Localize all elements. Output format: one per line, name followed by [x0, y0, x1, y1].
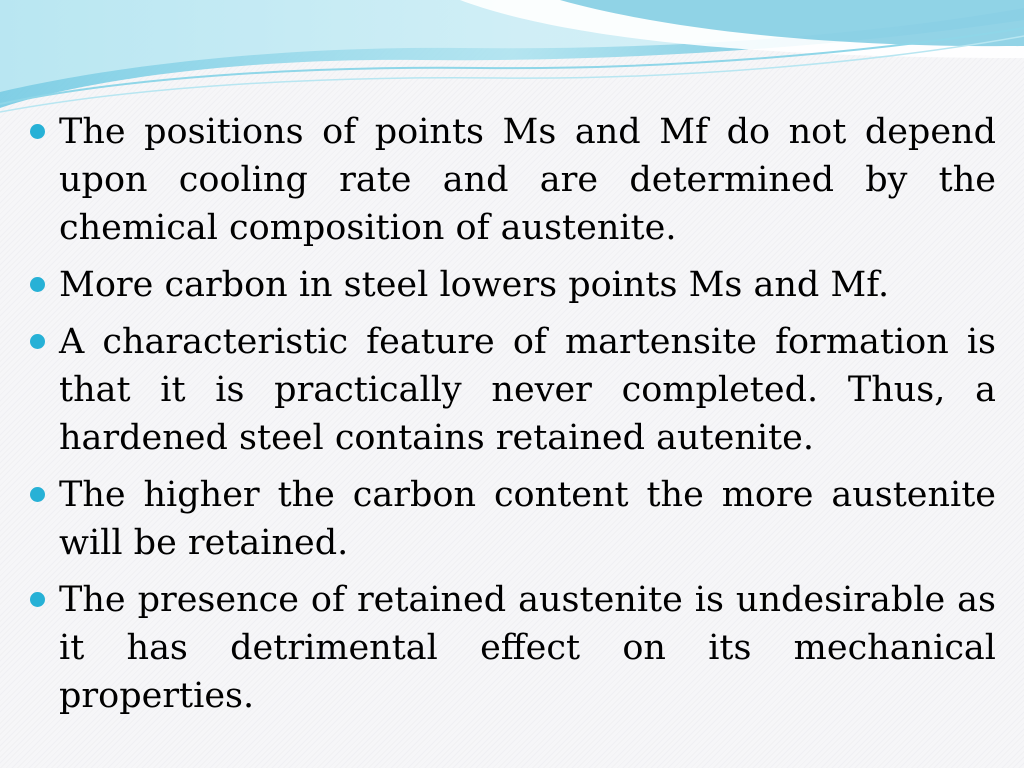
- bullet-text: The positions of points Ms and Mf do not depend upon cooling rate and are determined by the chemical composition of austenite.: [59, 112, 996, 248]
- bullet-item: [30, 318, 996, 462]
- bullet-text: The higher the carbon content the more austenite will be retained.: [59, 475, 996, 563]
- bullet-dot-icon: [30, 124, 45, 139]
- bullet-text: More carbon in steel lowers points Ms and Mf.: [59, 265, 890, 305]
- header-wave-decoration: [0, 0, 1024, 120]
- bullet-dot-icon: [30, 487, 45, 502]
- bullet-list: [30, 108, 996, 729]
- bullet-item: [30, 108, 996, 252]
- bullet-item: [30, 576, 996, 720]
- bullet-item: [30, 261, 996, 309]
- bullet-text: A characteristic feature of martensite formation is that it is practically never completed. Thus, a hardened steel contains retained autenite.: [59, 322, 996, 458]
- bullet-dot-icon: [30, 334, 45, 349]
- bullet-text: The presence of retained austenite is undesirable as it has detrimental effect on its mechanical properties.: [59, 580, 996, 716]
- bullet-dot-icon: [30, 277, 45, 292]
- bullet-item: [30, 471, 996, 567]
- bullet-dot-icon: [30, 592, 45, 607]
